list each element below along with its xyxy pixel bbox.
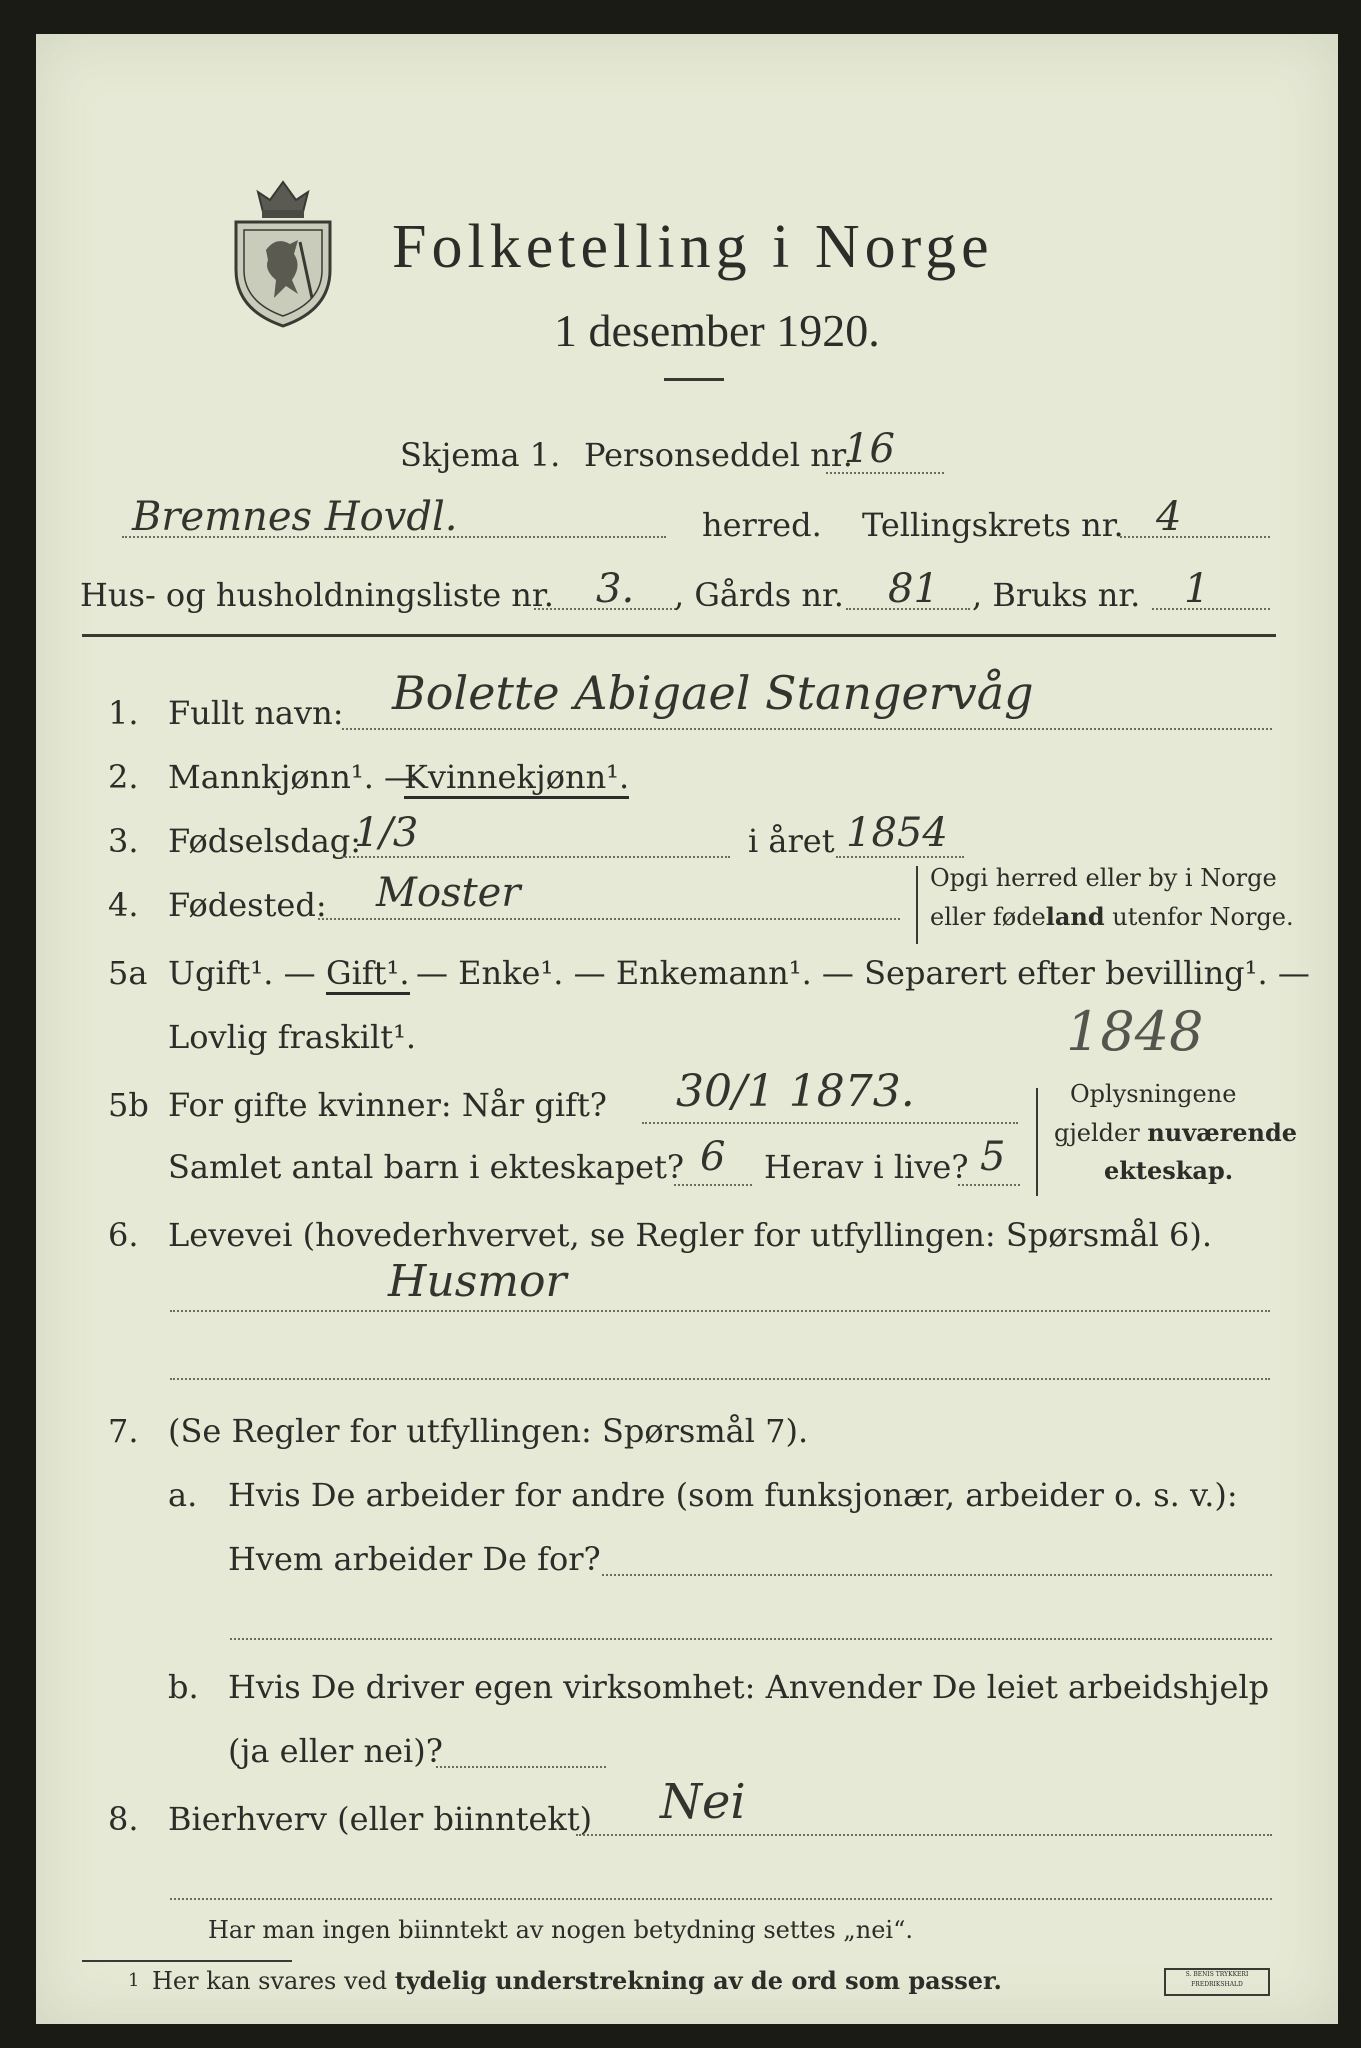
q5b-note-line2: gjelder nuværende <box>1054 1118 1298 1147</box>
q6-label: Levevei (hovederhvervet, se Regler for utfyllingen: Spørsmål 6). <box>168 1216 1213 1254</box>
q5a-margin-note: 1848 <box>1066 1000 1204 1063</box>
q5a-gift-underlined: Gift¹. <box>326 954 410 995</box>
q3-year-label: i året <box>748 822 835 860</box>
q8-note: Har man ingen biinntekt av nogen betydning settes „nei“. <box>208 1916 913 1944</box>
q7b-text: Hvis De driver egen virksomhet: Anvender De leiet arbeidshjelp <box>228 1668 1270 1706</box>
q7a-line-2 <box>230 1638 1272 1640</box>
census-form-page <box>36 34 1338 2024</box>
q4-line <box>318 918 900 920</box>
gards-line <box>846 608 970 610</box>
hus-line <box>534 608 676 610</box>
q5a-ugift: Ugift¹. — <box>168 954 316 992</box>
q2-label-female: Kvinnekjønn¹. <box>404 758 629 799</box>
hus-value: 3. <box>596 566 635 612</box>
printer-stamp-line2: FREDRIKSHALD <box>1191 1981 1243 1988</box>
q7b-text-2: (ja eller nei)? <box>228 1732 443 1770</box>
q8-value: Nei <box>660 1774 746 1830</box>
q1-line <box>342 728 1272 730</box>
q5b-barn-label: Samlet antal barn i ekteskapet? <box>168 1148 685 1186</box>
q5b-live-value: 5 <box>980 1134 1006 1180</box>
q5b-note-brace <box>1036 1088 1038 1196</box>
q4-value: Moster <box>376 870 521 916</box>
coat-of-arms-icon <box>228 170 338 330</box>
q4-note-line2: eller fødeland utenfor Norge. <box>930 902 1294 931</box>
tellingskrets-line <box>1120 536 1270 538</box>
form-title: Folketelling i Norge <box>392 213 994 281</box>
bruks-value: 1 <box>1184 566 1210 612</box>
q8-label: Bierhverv (eller biinntekt) <box>168 1800 593 1838</box>
q5b-label: For gifte kvinner: Når gift? <box>168 1086 607 1124</box>
q3-value: 1/3 <box>354 810 419 856</box>
q5a-number: 5a <box>108 954 148 992</box>
footnote-mark: 1 <box>128 1970 140 1991</box>
header-rule <box>82 634 1276 637</box>
q6-line-2 <box>170 1378 1270 1380</box>
printer-stamp <box>1164 1968 1270 1996</box>
q2-label-male: Mannkjønn¹. — <box>168 758 417 796</box>
q5b-number: 5b <box>108 1086 149 1124</box>
printer-stamp-line1: S. BENIS TRYKKERI <box>1185 1971 1249 1978</box>
footnote-text: Her kan svares ved tydelig understrekning av de ord som passer. <box>152 1966 1002 1995</box>
q5b-note-line1: Oplysningene <box>1070 1080 1237 1108</box>
q5b-live-line <box>958 1184 1020 1186</box>
personseddel-label: Personseddel nr. <box>584 436 853 474</box>
q7a-line-1 <box>602 1574 1272 1576</box>
q6-line-1 <box>170 1310 1270 1312</box>
q2-number: 2. <box>108 758 139 796</box>
skjema-label: Skjema 1. <box>400 436 561 474</box>
hus-label: Hus- og husholdningsliste nr. <box>80 576 554 614</box>
q6-value: Husmor <box>388 1256 567 1307</box>
q1-number: 1. <box>108 694 139 732</box>
q7a-text-2: Hvem arbeider De for? <box>228 1540 601 1578</box>
q4-note-brace <box>916 866 918 944</box>
herred-label: herred. <box>702 506 822 544</box>
personseddel-value: 16 <box>844 426 895 472</box>
q7b-line <box>436 1766 606 1768</box>
gards-value: 81 <box>888 566 939 612</box>
q5b-note-line3: ekteskap. <box>1104 1156 1234 1185</box>
title-divider <box>664 378 724 381</box>
q3-line <box>342 856 730 858</box>
q3-year-line <box>836 856 964 858</box>
q7a-letter: a. <box>168 1476 198 1514</box>
tellingskrets-label: Tellingskrets nr. <box>862 506 1124 544</box>
q7-label: (Se Regler for utfyllingen: Spørsmål 7). <box>168 1412 809 1450</box>
q5b-barn-line <box>674 1184 752 1186</box>
personseddel-line <box>826 472 944 474</box>
q3-number: 3. <box>108 822 139 860</box>
gards-label: , Gårds nr. <box>674 576 844 614</box>
q8-number: 8. <box>108 1800 139 1838</box>
tellingskrets-value: 4 <box>1156 494 1182 540</box>
q4-label: Fødested: <box>168 886 327 924</box>
bruks-line <box>1152 608 1270 610</box>
q4-number: 4. <box>108 886 139 924</box>
q5a-options: — Enke¹. — Enkemann¹. — Separert efter bevilling¹. — <box>416 954 1310 992</box>
q6-number: 6. <box>108 1216 139 1254</box>
bruks-label: , Bruks nr. <box>972 576 1141 614</box>
q5b-line <box>642 1122 1018 1124</box>
q7-number: 7. <box>108 1412 139 1450</box>
q1-label: Fullt navn: <box>168 694 344 732</box>
herred-value: Bremnes Hovdl. <box>132 494 458 540</box>
q7b-letter: b. <box>168 1668 199 1706</box>
q4-note-line1: Opgi herred eller by i Norge <box>930 864 1277 892</box>
footnote-rule <box>82 1960 292 1962</box>
q8-line-1 <box>576 1834 1272 1836</box>
herred-line <box>122 536 666 538</box>
q5b-value: 30/1 1873. <box>676 1066 915 1117</box>
q5b-live-label: Herav i live? <box>764 1148 969 1186</box>
q7a-text: Hvis De arbeider for andre (som funksjonær, arbeider o. s. v.): <box>228 1476 1238 1514</box>
q5b-barn-value: 6 <box>700 1134 726 1180</box>
q5a-fraskilt: Lovlig fraskilt¹. <box>168 1018 417 1056</box>
q3-year-value: 1854 <box>846 810 948 856</box>
q3-label: Fødselsdag: <box>168 822 362 860</box>
form-date: 1 desember 1920. <box>554 305 880 356</box>
q8-line-2 <box>170 1898 1272 1900</box>
q1-value: Bolette Abigael Stangervåg <box>392 666 1034 720</box>
